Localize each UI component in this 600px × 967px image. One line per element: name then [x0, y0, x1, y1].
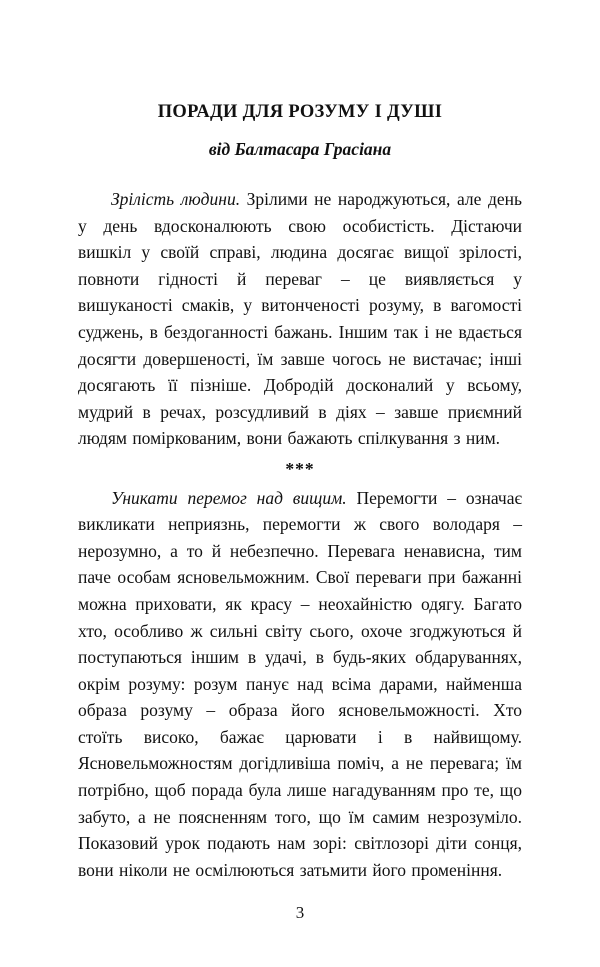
- author-line: від Балтасара Грасіана: [208, 139, 392, 159]
- section-separator: ***: [285, 458, 315, 479]
- paragraph: [78, 186, 522, 452]
- paragraph-text: Перемогти – означає викликати неприязнь, перемогти ж свого володаря – нерозумно, а то й небезпечно. Перевага ненависна, тим паче особам ясновельможним. Свої переваги при бажанні можна приховати, як красу – неохайністю одягу. Багато хто, особливо ж сильні світу сього, охоче згоджуються й поступаються іншим в удачі, в будь-яких обдаруваннях, окрім розуму: розум панує над всіма дарами, найменша образа розуму – образа його ясновельможності. Хто стоїть високо, бажає царювати і в найвищому. Ясновельможностям догідливіша поміч, а не перевага; їм потрібно, щоб порада була лише нагадуванням про те, що забуто, а не поясненням того, що їм самим незрозуміло. Показовий урок подають нам зорі: світлозорі діти сонця, вони ніколи не осмілюються затьмити його променіння.: [78, 487, 522, 880]
- page-title: ПОРАДИ ДЛЯ РОЗУМУ І ДУШІ: [157, 102, 443, 122]
- page-number: 3: [295, 903, 305, 922]
- paragraph-lead: Уникати перемог над вищим.: [111, 487, 347, 508]
- paragraph-lead: Зрілість людини.: [111, 189, 241, 209]
- paragraph-text: Зрілими не народжуються, але день у день вдосконалюють свою особистість. Дістаючи вишкіл у своїй справі, людина досягає вищої зрілості, повноти гідності й переваг – це виявляється у вишуканості смаків, у витонченості розуму, в вагомості суджень, в бездоганності бажань. Іншим так і не вдається досягти довершеності, їм завше чогось не вистачає; інші досягають її пізніше. Добродій досконалий у всьому, мудрий в речах, розсудливий в діях – завше приємний людям поміркованим, вони бажають спілкування з ним.: [78, 189, 522, 449]
- paragraph: [78, 485, 522, 884]
